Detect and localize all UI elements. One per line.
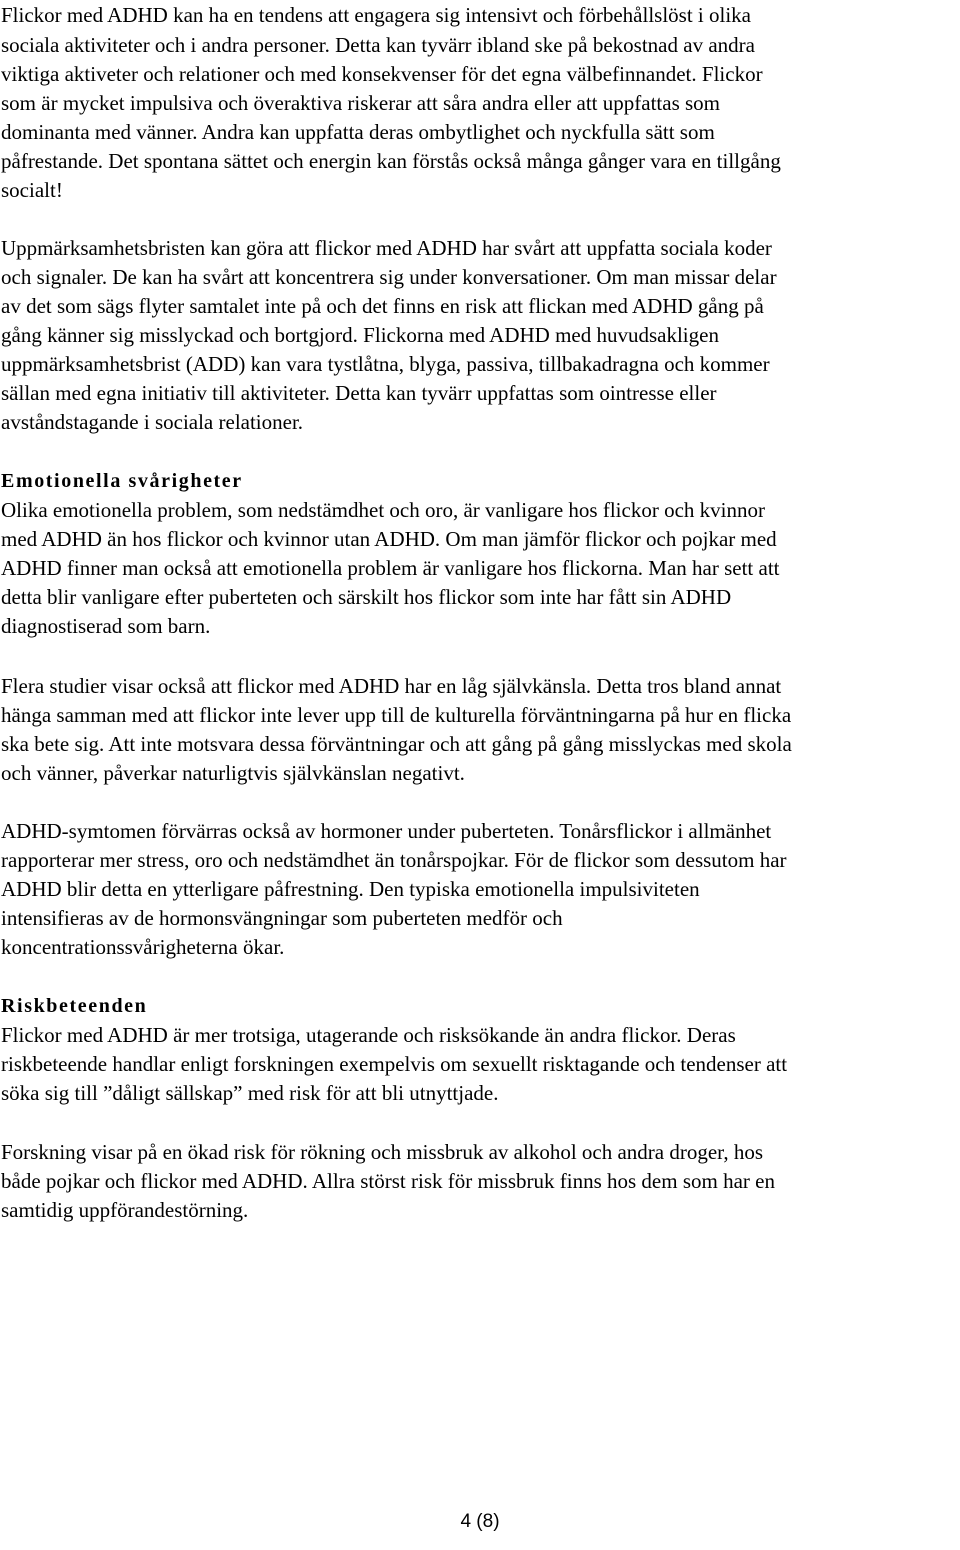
section-heading-risk: Riskbeteenden: [1, 995, 148, 1017]
text-line: dominanta med vänner. Andra kan uppfatta deras ombytlighet och nyckfulla sätt som: [1, 120, 715, 144]
text-line: viktiga aktiveter och relationer och med konsekvenser för det egna välbefinnandet. Flickor: [1, 62, 763, 86]
text-line: påfrestande. Det spontana sättet och energin kan förstås också många gånger vara en tillgång: [1, 149, 781, 173]
text-line: både pojkar och flickor med ADHD. Allra störst risk för missbruk finns hos dem som har en: [1, 1169, 775, 1193]
text-line: Flickor med ADHD är mer trotsiga, utagerande och risksökande än andra flickor. Deras: [1, 1023, 736, 1047]
text-line: Forskning visar på en ökad risk för rökning och missbruk av alkohol och andra droger, hos: [1, 1140, 764, 1164]
text-line: ADHD finner man också att emotionella problem är vanligare hos flickorna. Man har sett att: [1, 556, 780, 580]
text-line: diagnostiserad som barn.: [1, 614, 211, 638]
text-line: koncentrationssvårigheterna ökar.: [1, 935, 285, 959]
text-line: ska bete sig. Att inte motsvara dessa förväntningar och att gång på gång misslyckas med skola: [1, 732, 792, 756]
text-line: socialt!: [1, 178, 63, 202]
text-line: hänga samman med att flickor inte lever upp till de kulturella förväntningarna på hur en flicka: [1, 703, 792, 727]
text-line: Uppmärksamhetsbristen kan göra att flickor med ADHD har svårt att uppfatta sociala koder: [1, 236, 772, 260]
section-heading-emotional: Emotionella svårigheter: [1, 470, 243, 492]
text-line: uppmärksamhetsbrist (ADD) kan vara tystlåtna, blyga, passiva, tillbakadragna och kommer: [1, 352, 770, 376]
text-line: ADHD blir detta en ytterligare påfrestning. Den typiska emotionella impulsiviteten: [1, 877, 700, 901]
text-line: som är mycket impulsiva och överaktiva riskerar att såra andra eller att uppfattas som: [1, 91, 720, 115]
text-line: Olika emotionella problem, som nedstämdhet och oro, är vanligare hos flickor och kvinnor: [1, 498, 765, 522]
text-line: och vänner, påverkar naturligtvis självkänslan negativt.: [1, 761, 465, 785]
text-line: sällan med egna initiativ till aktiviteter. Detta kan tyvärr uppfattas som ointresse eller: [1, 381, 717, 405]
text-line: riskbeteende handlar enligt forskningen exempelvis om sexuellt risktagande och tendenser att: [1, 1052, 788, 1076]
text-line: Flera studier visar också att flickor med ADHD har en låg självkänsla. Detta tros bland annat: [1, 674, 782, 698]
text-line: ADHD-symtomen förvärras också av hormoner under puberteten. Tonårsflickor i allmänhet: [1, 819, 772, 843]
text-line: detta blir vanligare efter puberteten och särskilt hos flickor som inte har fått sin ADHD: [1, 585, 732, 609]
text-line: gång känner sig misslyckad och bortgjord. Flickorna med ADHD med huvudsakligen: [1, 323, 719, 347]
text-line: rapporterar mer stress, oro och nedstämdhet än tonårspojkar. För de flickor som dessutom har: [1, 848, 787, 872]
text-line: och signaler. De kan ha svårt att koncentrera sig under konversationer. Om man missar delar: [1, 265, 777, 289]
text-line: av det som sägs flyter samtalet inte på och det finns en risk att flickan med ADHD gång på: [1, 294, 764, 318]
text-line: söka sig till ”dåligt sällskap” med risk för att bli utnyttjade.: [1, 1081, 499, 1105]
page-number: 4 (8): [460, 1511, 500, 1532]
text-line: avståndstagande i sociala relationer.: [1, 410, 304, 434]
text-line: med ADHD än hos flickor och kvinnor utan ADHD. Om man jämför flickor och pojkar med: [1, 527, 777, 551]
text-line: intensifieras av de hormonsvängningar som puberteten medför och: [1, 906, 563, 930]
text-line: sociala aktiviteter och i andra personer. Detta kan tyvärr ibland ske på bekostnad av andra: [1, 33, 755, 57]
text-line: Flickor med ADHD kan ha en tendens att engagera sig intensivt och förbehållslöst i olika: [1, 3, 751, 27]
text-line: samtidig uppförandestörning.: [1, 1198, 249, 1222]
